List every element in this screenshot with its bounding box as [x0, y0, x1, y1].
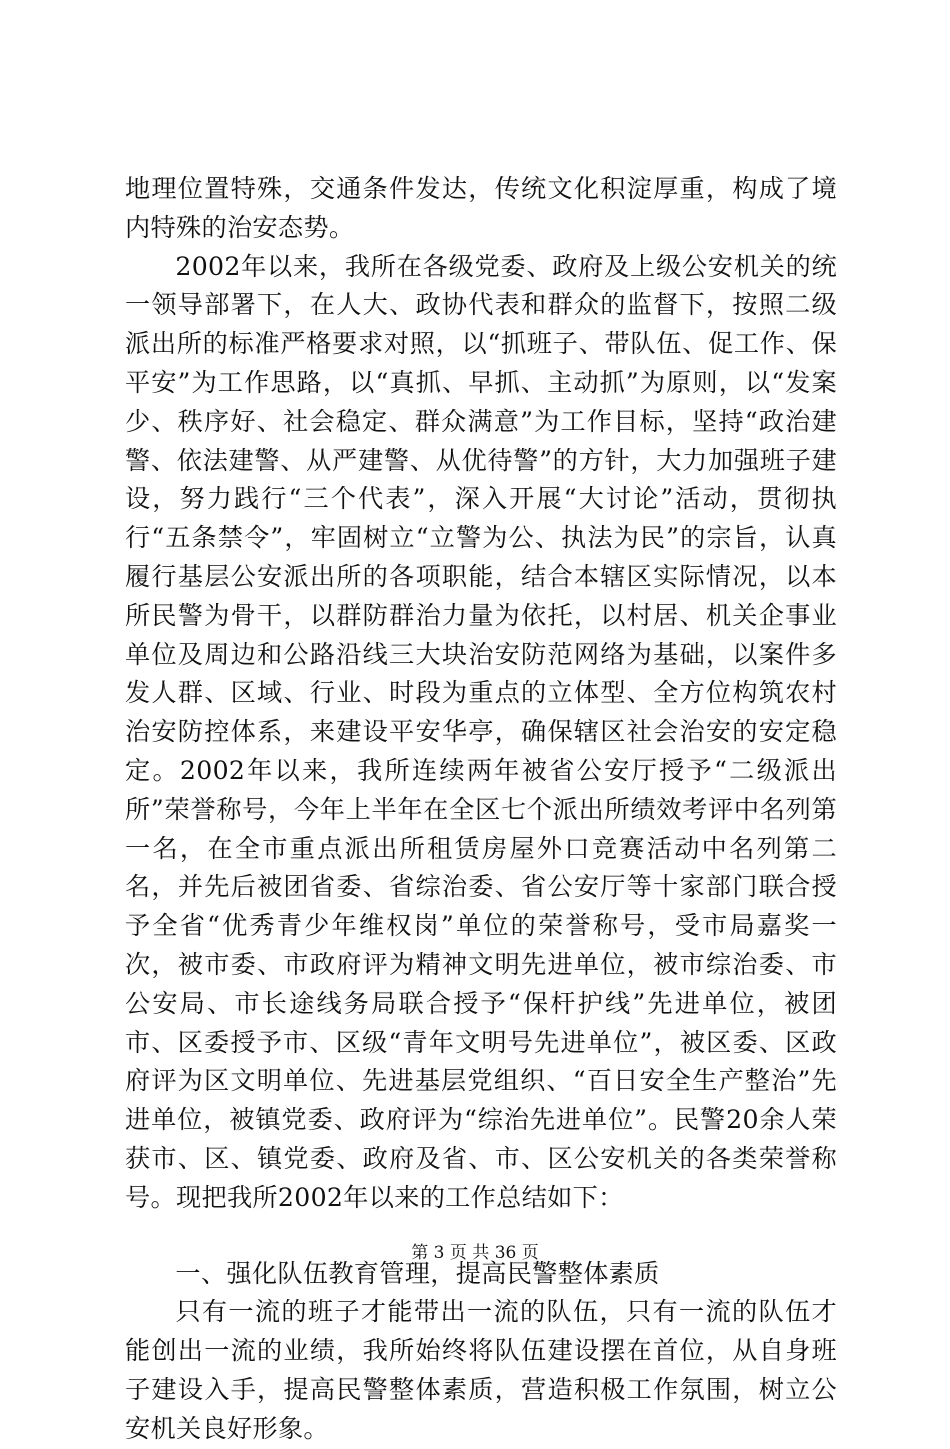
- paragraph-section-intro: 只有一流的班子才能带出一流的队伍，只有一流的队伍才能创出一流的业绩，我所始终将队伍建设摆在首位，从自身班子建设入手，提高民警整体素质，营造积极工作氛围，树立公安机关良好形象。: [125, 1297, 837, 1443]
- paragraph-continuation: 地理位置特殊，交通条件发达，传统文化积淀厚重，构成了境内特殊的治安态势。: [125, 174, 837, 242]
- page-number-footer: 第 3 页 共 36 页: [411, 1243, 539, 1263]
- paragraph-summary: 2002年以来，我所在各级党委、政府及上级公安机关的统一领导部署下，在人大、政协代表和群众的监督下，按照二级派出所的标准严格要求对照，以“抓班子、带队伍、促工作、保平安”为工作思路，以“真抓、早抓、主动抓”为原则，以“发案少、秩序好、社会稳定、群众满意”为工作目标，坚持“政治建警、依法建警、从严建警、从优待警”的方针，大力加强班子建设，努力践行“三个代表”，深入开展“大讨论”活动，贯彻执行“五条禁令”，牢固树立“立警为公、执法为民”的宗旨，认真履行基层公安派出所的各项职能，结合本辖区实际情况，以本所民警为骨干，以群防群治力量为依托，以村居、机关企事业单位及周边和公路沿线三大块治安防范网络为基础，以案件多发人群、区域、行业、时段为重点的立体型、全方位构筑农村治安防控体系，来建设平安华亭，确保辖区社会治安的安定稳定。2002年以来，我所连续两年被省公安厅授予“二级派出所”荣誉称号，今年上半年在全区七个派出所绩效考评中名列第一名，在全市重点派出所租赁房屋外口竞赛活动中名列第二名，并先后被团省委、省综治委、省公安厅等十家部门联合授予全省“优秀青少年维权岗”单位的荣誉称号，受市局嘉奖一次，被市委、市政府评为精神文明先进单位，被市综治委、市公安局、市长途线务局联合授予“保杆护线”先进单位，被团市、区委授予市、区级“青年文明号先进单位”，被区委、区政府评为区文明单位、先进基层党组织、“百日安全生产整治”先进单位，被镇党委、政府评为“综治先进单位”。民警20余人荣获市、区、镇党委、政府及省、市、区公安机关的各类荣誉称号。现把我所2002年以来的工作总结如下：: [125, 251, 837, 1212]
- section-heading: 一、强化队伍教育管理，提高民警整体素质: [175, 1258, 660, 1288]
